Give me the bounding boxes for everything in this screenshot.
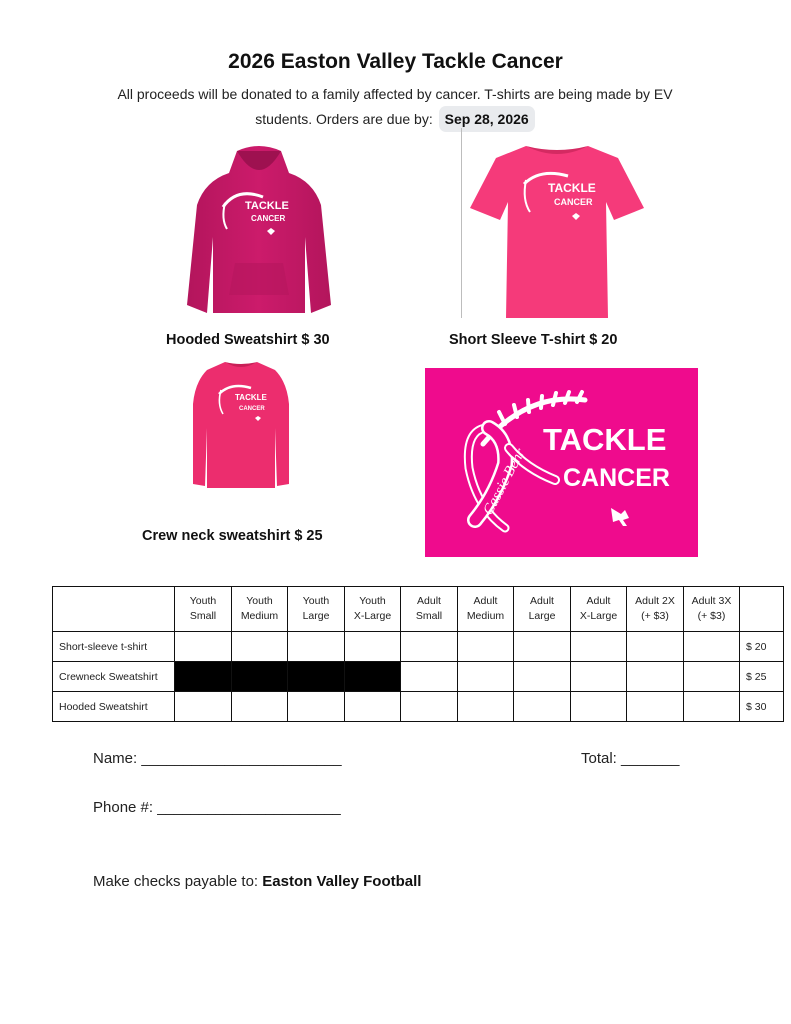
crew-print-word2: CANCER	[239, 406, 265, 412]
row-price: $ 30	[740, 692, 784, 722]
quantity-cell[interactable]	[458, 692, 514, 722]
quantity-cell[interactable]	[401, 692, 458, 722]
checks-payee: Easton Valley Football	[262, 873, 422, 890]
quantity-cell[interactable]	[232, 632, 288, 662]
table-row	[53, 662, 784, 692]
row-price: $ 25	[740, 662, 784, 692]
tshirt-caption: Short Sleeve T-shirt $ 20	[449, 332, 618, 348]
cursor-guide-line	[461, 128, 462, 318]
quantity-cell[interactable]	[571, 692, 627, 722]
description	[95, 82, 695, 132]
header-cell: Adult Small	[401, 587, 458, 632]
hoodie-print-word1: TACKLE	[245, 200, 289, 212]
quantity-cell[interactable]	[627, 632, 684, 662]
phone-line[interactable]: ______________________	[157, 799, 341, 816]
phone-label: Phone #:	[93, 799, 154, 816]
table-row	[53, 692, 784, 722]
table-row	[53, 632, 784, 662]
quantity-cell[interactable]	[401, 662, 458, 692]
name-line[interactable]: ________________________	[141, 750, 342, 767]
tshirt-print-word2: CANCER	[554, 197, 593, 207]
crew-print-word1: TACKLE	[235, 393, 267, 402]
unavailable-cell	[288, 662, 345, 692]
total-line[interactable]: _______	[621, 750, 680, 767]
quantity-cell[interactable]	[345, 692, 401, 722]
crewneck-caption: Crew neck sweatshirt $ 25	[142, 528, 323, 544]
checks-label: Make checks payable to:	[93, 873, 259, 890]
quantity-cell[interactable]	[571, 662, 627, 692]
row-label: Crewneck Sweatshirt	[53, 662, 175, 692]
quantity-cell[interactable]	[627, 692, 684, 722]
header-cell: Adult X-Large	[571, 587, 627, 632]
header-cell: Adult Large	[514, 587, 571, 632]
quantity-cell[interactable]	[514, 662, 571, 692]
quantity-cell[interactable]	[175, 632, 232, 662]
quantity-cell[interactable]	[458, 632, 514, 662]
graphic-word-tackle: TACKLE	[543, 422, 667, 457]
header-cell: Youth Small	[175, 587, 232, 632]
quantity-cell[interactable]	[175, 692, 232, 722]
row-label: Hooded Sweatshirt	[53, 692, 175, 722]
ribbon-name: Cassie Behr	[480, 445, 529, 518]
total-field[interactable]	[581, 750, 679, 767]
header-cell: Adult 3X (+ $3)	[684, 587, 740, 632]
due-label: students. Orders are due by:	[255, 111, 433, 127]
quantity-cell[interactable]	[288, 632, 345, 662]
quantity-cell[interactable]	[232, 692, 288, 722]
tshirt-image	[468, 140, 646, 322]
tackle-cancer-artwork	[425, 368, 698, 557]
quantity-cell[interactable]	[514, 632, 571, 662]
header-price-cell	[740, 587, 784, 632]
hoodie-caption: Hooded Sweatshirt $ 30	[166, 332, 330, 348]
unavailable-cell	[345, 662, 401, 692]
hoodie-image	[185, 145, 333, 317]
page-title: 2026 Easton Valley Tackle Cancer	[228, 50, 563, 73]
unavailable-cell	[232, 662, 288, 692]
hoodie-print-word2: CANCER	[251, 214, 286, 223]
quantity-cell[interactable]	[458, 662, 514, 692]
quantity-cell[interactable]	[401, 632, 458, 662]
name-label: Name:	[93, 750, 138, 767]
header-cell: Youth X-Large	[345, 587, 401, 632]
unavailable-cell	[175, 662, 232, 692]
eagle-icon	[611, 508, 629, 526]
order-table	[52, 586, 784, 722]
row-price: $ 20	[740, 632, 784, 662]
quantity-cell[interactable]	[684, 692, 740, 722]
crewneck-image	[191, 358, 291, 492]
quantity-cell[interactable]	[288, 692, 345, 722]
phone-field[interactable]	[93, 799, 341, 816]
due-date-chip[interactable]: Sep 28, 2026	[439, 106, 535, 132]
quantity-cell[interactable]	[571, 632, 627, 662]
header-cell: Youth Medium	[232, 587, 288, 632]
header-cell: Youth Large	[288, 587, 345, 632]
tackle-cancer-graphic	[425, 368, 698, 557]
header-cell: Adult Medium	[458, 587, 514, 632]
row-label: Short-sleeve t-shirt	[53, 632, 175, 662]
graphic-word-cancer: CANCER	[563, 464, 670, 492]
quantity-cell[interactable]	[684, 662, 740, 692]
header-corner-cell	[53, 587, 175, 632]
quantity-cell[interactable]	[345, 632, 401, 662]
checks-payable-note	[93, 873, 421, 890]
name-field[interactable]	[93, 750, 342, 767]
header-cell: Adult 2X (+ $3)	[627, 587, 684, 632]
description-line-1: All proceeds will be donated to a family affected by cancer. T-shirts are being made by EV	[117, 86, 673, 102]
quantity-cell[interactable]	[514, 692, 571, 722]
quantity-cell[interactable]	[627, 662, 684, 692]
quantity-cell[interactable]	[684, 632, 740, 662]
description-line-2	[95, 106, 695, 132]
total-label: Total:	[581, 750, 617, 767]
tshirt-print-word1: TACKLE	[548, 181, 596, 195]
table-header-row	[53, 587, 784, 632]
